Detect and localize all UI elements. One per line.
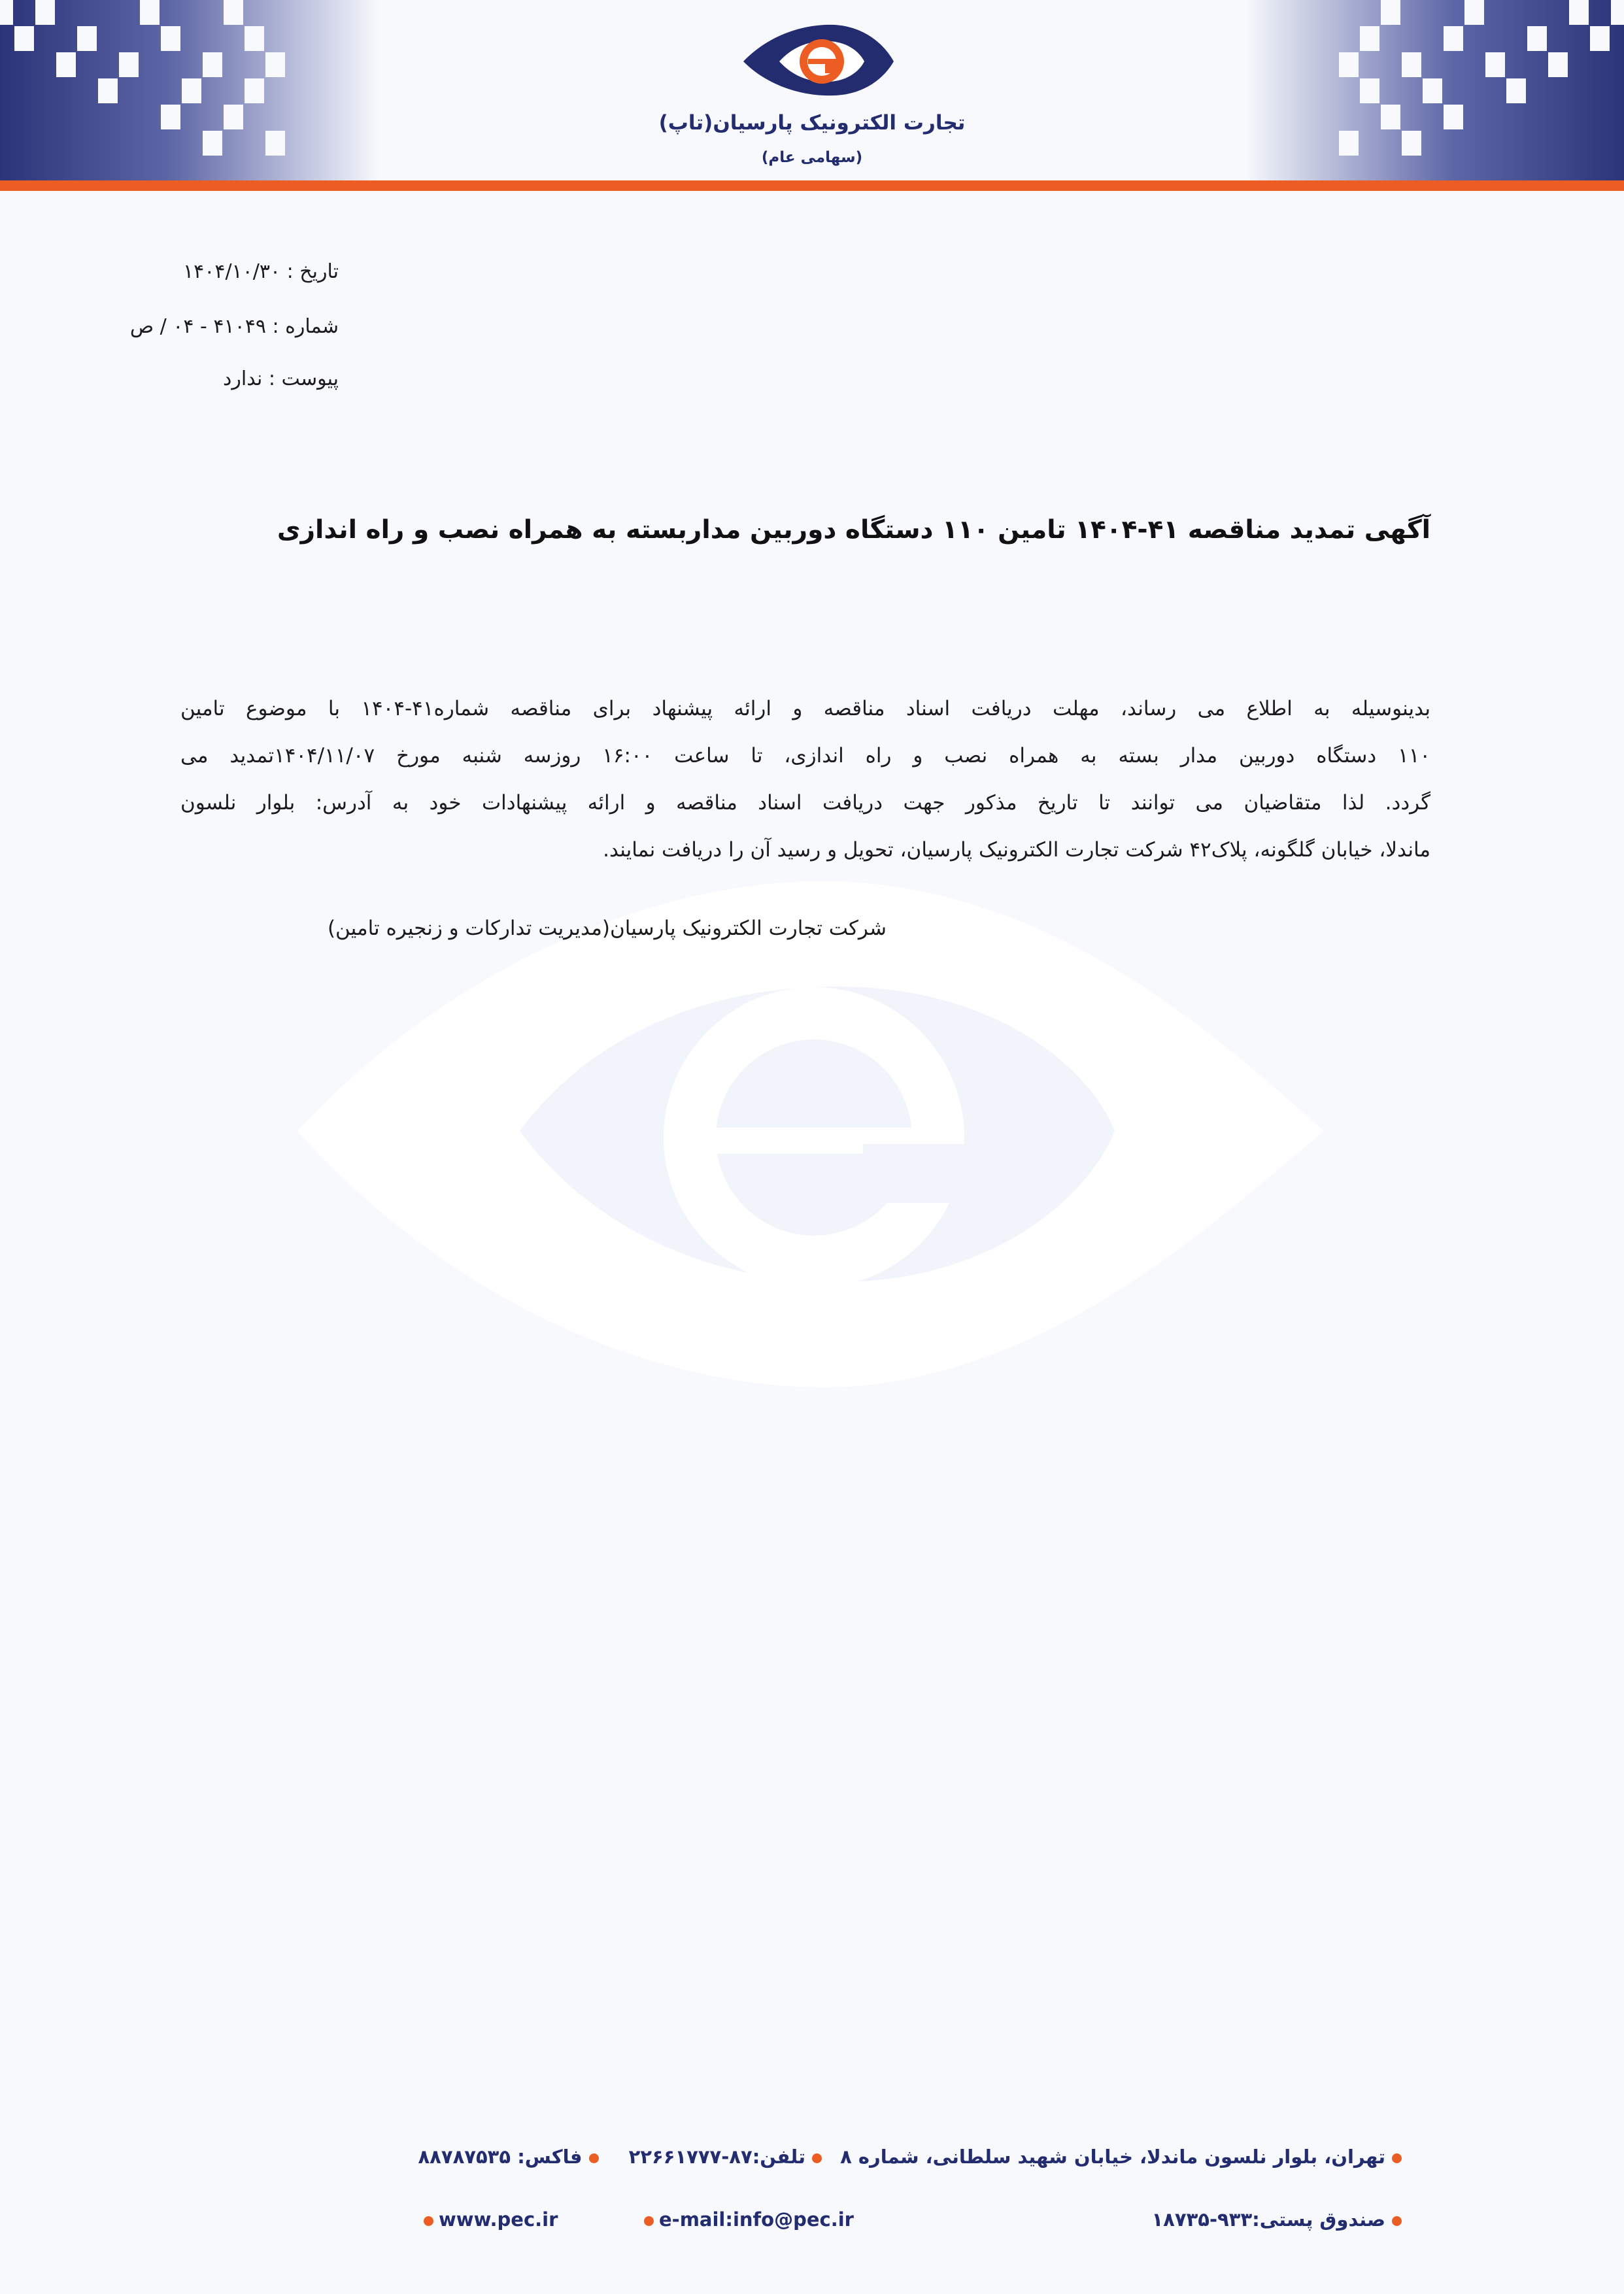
- footer-contact-line: [418, 2146, 1402, 2168]
- eye-e-watermark-icon: [297, 869, 1324, 1399]
- letter-number: شماره : ۴۱۰۴۹ - ۰۴ / ص: [129, 315, 339, 338]
- letter-attachment: پیوست : ندارد: [223, 367, 339, 390]
- bullet-icon: [1392, 2216, 1402, 2226]
- letterhead: [0, 0, 1624, 183]
- footer-fax: فاکس: ۸۸۷۸۷۵۳۵: [418, 2146, 598, 2168]
- company-name: تجارت الکترونیک پارسیان(تاپ): [658, 111, 966, 135]
- header-divider: [0, 180, 1624, 191]
- letter-date: تاریخ : ۱۴۰۴/۱۰/۳۰: [183, 260, 339, 283]
- body-line-3: گردد. لذا متقاضیان می توانند تا تاریخ مذکور جهت دریافت اسناد مناقصه و ارائه پیشنهادات خود به آدرس: بلوار نلسون: [180, 791, 1430, 815]
- footer-phone: تلفن:۸۷-۲۲۶۶۱۷۷۷: [629, 2146, 822, 2168]
- body-line-2: ۱۱۰ دستگاه دوربین مدار بسته به همراه نصب و راه اندازی، تا ساعت ۱۶:۰۰ روزسه شنبه مورخ ۱۴۰۴/۱۱/۰۷تمدید می: [180, 744, 1430, 767]
- notice-body: [180, 685, 1430, 873]
- footer-address: تهران، بلوار نلسون ماندلا، خیابان شهید سلطانی، شماره ۸: [840, 2146, 1402, 2168]
- bullet-icon: [589, 2153, 599, 2163]
- footer-email[interactable]: e-mail:info@pec.ir: [644, 2208, 854, 2231]
- bullet-icon: [1392, 2153, 1402, 2163]
- body-line-4: ماندلا، خیابان گلگونه، پلاک۴۲ شرکت تجارت الکترونیک پارسیان، تحویل و رسید آن را دریافت نمایند.: [603, 838, 1430, 862]
- bullet-icon: [644, 2216, 654, 2226]
- footer-postbox: صندوق پستی:۹۳۳-۱۸۷۳۵: [1151, 2208, 1402, 2231]
- body-line-1: بدینوسیله به اطلاع می رساند، مهلت دریافت اسناد مناقصه و ارائه پیشنهاد برای مناقصه شماره۴۱-۱۴۰۴ با موضوع تامین: [180, 697, 1430, 720]
- footer-website[interactable]: www.pec.ir: [424, 2208, 558, 2231]
- eye-e-logo-icon: [743, 21, 894, 98]
- signature: شرکت تجارت الکترونیک پارسیان(مدیریت تدارکات و زنجیره تامین): [327, 917, 887, 940]
- company-type: (سهامی عام): [761, 149, 863, 166]
- notice-title: آگهی تمدید مناقصه ۴۱-۱۴۰۴ تامین ۱۱۰ دستگاه دوربین مداربسته به همراه نصب و راه اندازی: [277, 515, 1430, 545]
- bullet-icon: [812, 2153, 822, 2163]
- bullet-icon: [424, 2216, 433, 2226]
